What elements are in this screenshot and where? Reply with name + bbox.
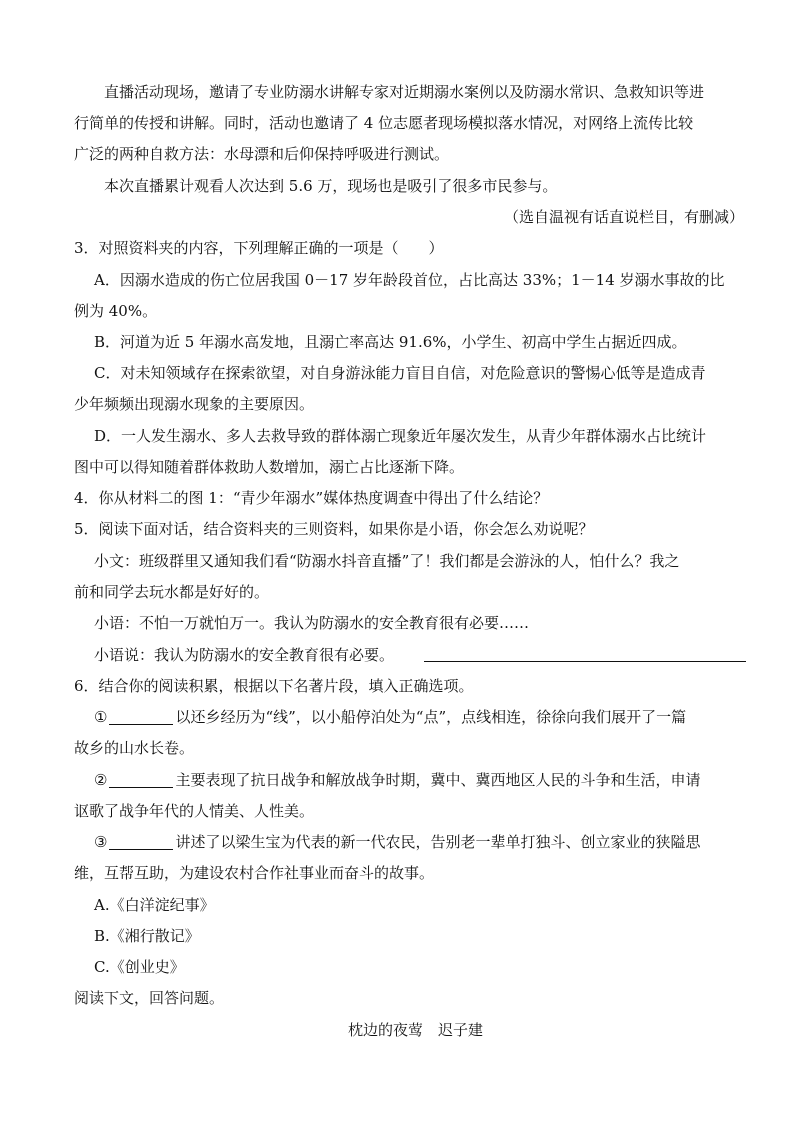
excerpt-3-cont: 维，互帮互助，为建设农村合作社事业而奋斗的故事。 [74,864,435,882]
fill-blank-1[interactable] [109,708,173,725]
fill-blank-2[interactable] [109,771,173,788]
question-5-stem: 5．阅读下面对话，结合资料夹的三则资料，如果你是小语，你会怎么劝说呢？ [74,520,594,538]
dialogue-xiaowen-cont: 前和同学去玩水都是好好的。 [74,583,270,601]
option-b: B．河道为近 5 年溺水高发地，且溺亡率高达 91.6%，小学生、初高中学生占据近四成。 [94,333,687,351]
excerpt-3-text: 讲述了以梁生宝为代表的新一代农民，告别老一辈单打独斗、创立家业的狭隘思 [175,833,701,851]
source-note: （选自温视有话直说栏目，有删减） [503,208,744,226]
choice-c: C.《创业史》 [94,958,185,976]
choice-b: B.《湘行散记》 [94,927,200,945]
question-6-stem: 6．结合你的阅读积累，根据以下名著片段，填入正确选项。 [74,677,474,695]
reading-title: 枕边的夜莺 迟子建 [348,1021,484,1039]
option-d: D．一人发生溺水、多人去救导致的群体溺亡现象近年屡次发生，从青少年群体溺水占比统计 [94,427,707,445]
excerpt-2-marker: ② [94,771,108,789]
excerpt-2-text: 主要表现了抗日战争和解放战争时期，冀中、冀西地区人民的斗争和生活，申请 [175,771,701,789]
excerpt-3 [94,832,700,852]
question-3-stem: 3．对照资料夹的内容，下列理解正确的一项是（ ） [74,239,444,257]
excerpt-1 [94,707,686,727]
excerpt-1-cont: 故乡的山水长卷。 [74,739,195,757]
excerpt-1-text: 以还乡经历为“线”，以小船停泊处为“点”，点线相连，徐徐向我们展开了一篇 [175,708,687,726]
option-a-cont: 例为 40%。 [74,302,158,320]
excerpt-3-marker: ③ [94,833,108,851]
choice-a: A.《白洋淀纪事》 [94,896,215,914]
reading-intro: 阅读下文，回答问题。 [74,989,225,1007]
paragraph-line: 广泛的两种自救方法：水母漂和后仰保持呼吸进行测试。 [74,145,450,163]
answer-blank-line[interactable] [424,661,746,662]
option-c: C．对未知领域存在探索欲望，对自身游泳能力盲目自信，对危险意识的警惕心低等是造成青 [94,364,706,382]
paragraph-line: 直播活动现场，邀请了专业防溺水讲解专家对近期溺水案例以及防溺水常识、急救知识等进 [104,83,705,101]
excerpt-1-marker: ① [94,708,108,726]
excerpt-2-cont: 讴歌了战争年代的人情美、人性美。 [74,802,315,820]
fill-blank-3[interactable] [109,833,173,850]
option-c-cont: 少年频频出现溺水现象的主要原因。 [74,395,315,413]
paragraph-line: 行简单的传授和讲解。同时，活动也邀请了 4 位志愿者现场模拟落水情况，对网络上流传比较 [74,114,694,132]
option-a: A．因溺水造成的伤亡位居我国 0－17 岁年龄段首位，占比高达 33%；1－14 岁溺水事故的比 [94,271,725,289]
paragraph-line: 本次直播累计观看人次达到 5.6 万，现场也是吸引了很多市民参与。 [104,177,558,195]
dialogue-xiaoyu-say: 小语说：我认为防溺水的安全教育很有必要。 [94,646,395,664]
question-4-stem: 4．你从材料二的图 1：“青少年溺水”媒体热度调查中得出了什么结论？ [74,489,549,507]
dialogue-xiaowen: 小文：班级群里又通知我们看“防溺水抖音直播”了！我们都是会游泳的人，怕什么？我之 [94,552,680,570]
excerpt-2 [94,770,700,790]
option-d-cont: 图中可以得知随着群体救助人数增加，溺亡占比逐渐下降。 [74,458,465,476]
dialogue-xiaoyu: 小语：不怕一万就怕万一。我认为防溺水的安全教育很有必要…… [94,614,530,632]
